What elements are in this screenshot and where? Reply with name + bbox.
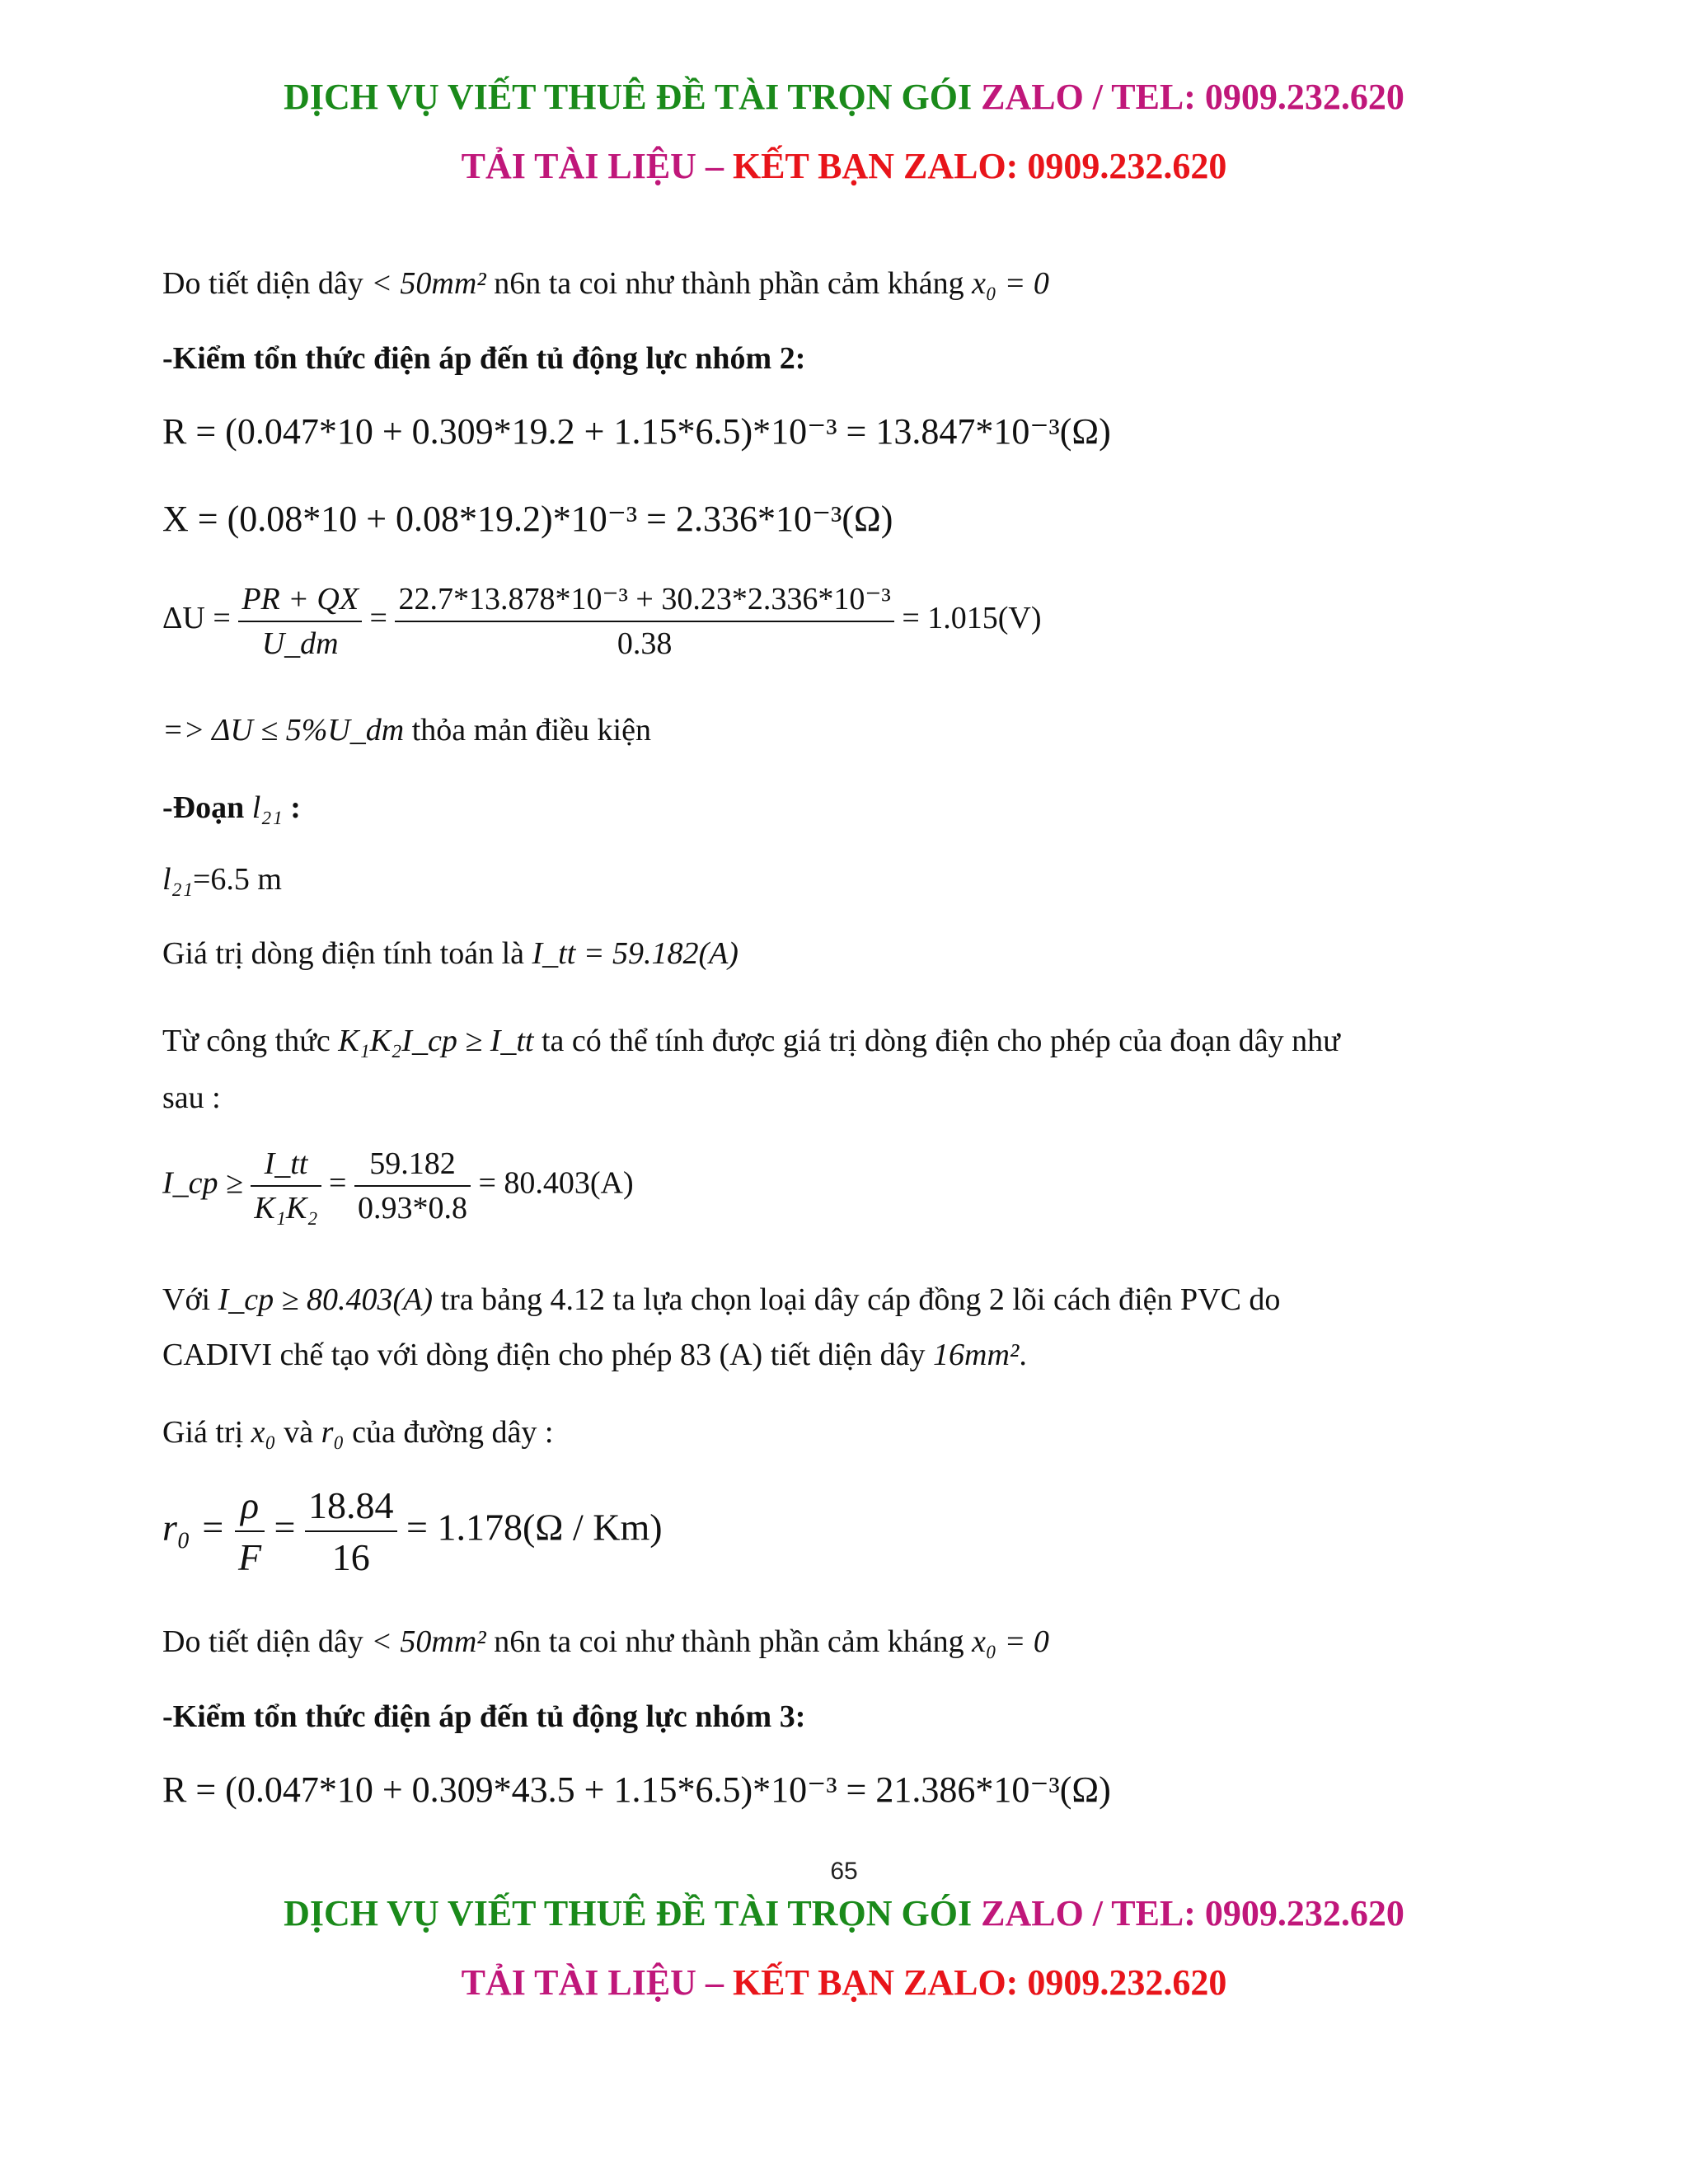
math-equals: = — [274, 1506, 296, 1549]
header-zalo-text: KẾT BẠN ZALO: 0909.232.620 — [732, 146, 1227, 186]
fraction-numerator: PR + QX — [238, 581, 362, 622]
text: Giá trị dòng điện tính toán là — [162, 936, 525, 971]
math-equals: = — [329, 1165, 347, 1201]
footer-contact-text: ZALO / TEL: 0909.232.620 — [981, 1893, 1404, 1933]
text: n6n ta coi như thành phần cảm kháng — [494, 266, 964, 301]
equation-allowable-current — [162, 1146, 634, 1226]
math-lhs: r₀ = — [162, 1506, 226, 1549]
fraction-numerator: I_tt — [251, 1146, 321, 1187]
text: Từ công thức — [162, 1024, 331, 1058]
page-number: 65 — [830, 1858, 858, 1885]
text: và — [284, 1415, 314, 1450]
fraction-denominator: U_dm — [261, 626, 339, 661]
math-rhs: = 80.403(A) — [478, 1165, 634, 1201]
text: ta có thể tính được giá trị dòng điện cho phép của đoạn dây như — [541, 1024, 1340, 1058]
fraction — [235, 1483, 265, 1579]
math-lhs: ΔU = — [162, 601, 231, 636]
math-inline: r₀ — [321, 1415, 345, 1450]
header-service-text: DỊCH VỤ VIẾT THUÊ ĐỀ TÀI TRỌN GÓI — [284, 77, 973, 117]
math-inline: K₁K₂I_cp ≥ I_tt — [338, 1024, 534, 1058]
footer-zalo-text: KẾT BẠN ZALO: 0909.232.620 — [732, 1962, 1227, 2003]
fraction-numerator: 18.84 — [305, 1483, 397, 1532]
selection-paragraph-line-2 — [162, 1337, 1027, 1373]
math-inline: < 50mm² — [371, 1624, 486, 1659]
segment-length — [162, 861, 282, 898]
footer-line-2 — [0, 1961, 1688, 2004]
header-download-text: TẢI TÀI LIỆU – — [461, 146, 724, 186]
heading-group-2: -Kiểm tổn thức điện áp đến tủ động lực nhóm 2: — [162, 341, 806, 376]
formula-paragraph-line-1 — [162, 1023, 1340, 1059]
math-rhs: = 1.178(Ω / Km) — [406, 1506, 663, 1549]
math-inline: x₀ = 0 — [972, 1624, 1049, 1659]
text: -Đoạn — [162, 790, 245, 825]
math-inline: x₀ = 0 — [972, 266, 1049, 301]
text: Với — [162, 1282, 211, 1317]
fraction — [251, 1146, 321, 1226]
equation-voltage-drop — [162, 580, 1042, 662]
text: Giá trị — [162, 1415, 244, 1450]
fraction-denominator: 0.38 — [617, 626, 673, 661]
formula-paragraph-line-2: sau : — [162, 1080, 221, 1115]
calculated-current — [162, 935, 738, 972]
fraction-numerator: 22.7*13.878*10⁻³ + 30.23*2.336*10⁻³ — [395, 580, 893, 622]
fraction — [305, 1483, 397, 1579]
fraction-denominator: 16 — [331, 1536, 370, 1578]
text: CADIVI chế tạo với dòng điện cho phép 83 (A) tiết diện dây — [162, 1338, 926, 1372]
header-line-1 — [0, 76, 1688, 118]
paragraph-cross-section-2 — [162, 1624, 1049, 1660]
math-inline: 16mm² — [933, 1338, 1020, 1372]
text: . — [1019, 1338, 1027, 1372]
line-parameters-intro — [162, 1414, 553, 1451]
text: : — [290, 790, 301, 825]
math-rhs: = 1.015(V) — [902, 601, 1042, 636]
fraction — [238, 581, 362, 662]
fraction-numerator: 59.182 — [354, 1146, 471, 1187]
fraction-denominator: K₁K₂ — [254, 1191, 318, 1226]
equation-r-group-3: R = (0.047*10 + 0.309*43.5 + 1.15*6.5)*10⁻³ = 21.386*10⁻³(Ω) — [162, 1769, 1111, 1810]
math-lhs: I_cp ≥ — [162, 1165, 243, 1201]
footer-line-1 — [0, 1892, 1688, 1934]
text: Do tiết diện dây — [162, 1624, 363, 1659]
equation-resistance-r0 — [162, 1483, 663, 1579]
text: thỏa mản điều kiện — [411, 713, 651, 748]
heading-segment-l21 — [162, 790, 301, 826]
condition-line — [162, 712, 651, 748]
math-inline: l₂₁ — [162, 862, 193, 897]
math-inline: x₀ — [251, 1415, 276, 1450]
paragraph-cross-section-1 — [162, 265, 1049, 302]
text: =6.5 m — [192, 862, 282, 897]
footer-download-text: TẢI TÀI LIỆU – — [461, 1962, 724, 2003]
text: của đường dây : — [352, 1415, 554, 1450]
math-inline: => ΔU ≤ 5%U_dm — [162, 713, 405, 748]
selection-paragraph-line-1 — [162, 1282, 1280, 1318]
fraction-denominator: F — [237, 1536, 262, 1578]
text: n6n ta coi như thành phần cảm kháng — [494, 1624, 964, 1659]
math-inline: I_tt = 59.182(A) — [532, 936, 738, 971]
text: tra bảng 4.12 ta lựa chọn loại dây cáp đồng 2 lõi cách điện PVC do — [440, 1282, 1281, 1317]
fraction-numerator: ρ — [235, 1483, 265, 1532]
header-line-2 — [0, 145, 1688, 187]
footer-service-text: DỊCH VỤ VIẾT THUÊ ĐỀ TÀI TRỌN GÓI — [284, 1893, 973, 1933]
equation-x-group-2: X = (0.08*10 + 0.08*19.2)*10⁻³ = 2.336*10⁻³(Ω) — [162, 499, 893, 539]
fraction-denominator: 0.93*0.8 — [357, 1191, 467, 1226]
math-inline: l₂₁ — [251, 790, 283, 825]
header-contact-text: ZALO / TEL: 0909.232.620 — [981, 77, 1404, 117]
fraction — [354, 1146, 471, 1226]
text: Do tiết diện dây — [162, 266, 363, 301]
math-inline: < 50mm² — [371, 266, 486, 301]
heading-group-3: -Kiểm tổn thức điện áp đến tủ động lực nhóm 3: — [162, 1699, 806, 1734]
equation-r-group-2: R = (0.047*10 + 0.309*19.2 + 1.15*6.5)*10⁻³ = 13.847*10⁻³(Ω) — [162, 411, 1111, 452]
math-equals: = — [369, 601, 387, 636]
math-inline: I_cp ≥ 80.403(A) — [218, 1282, 434, 1317]
fraction — [395, 580, 893, 662]
